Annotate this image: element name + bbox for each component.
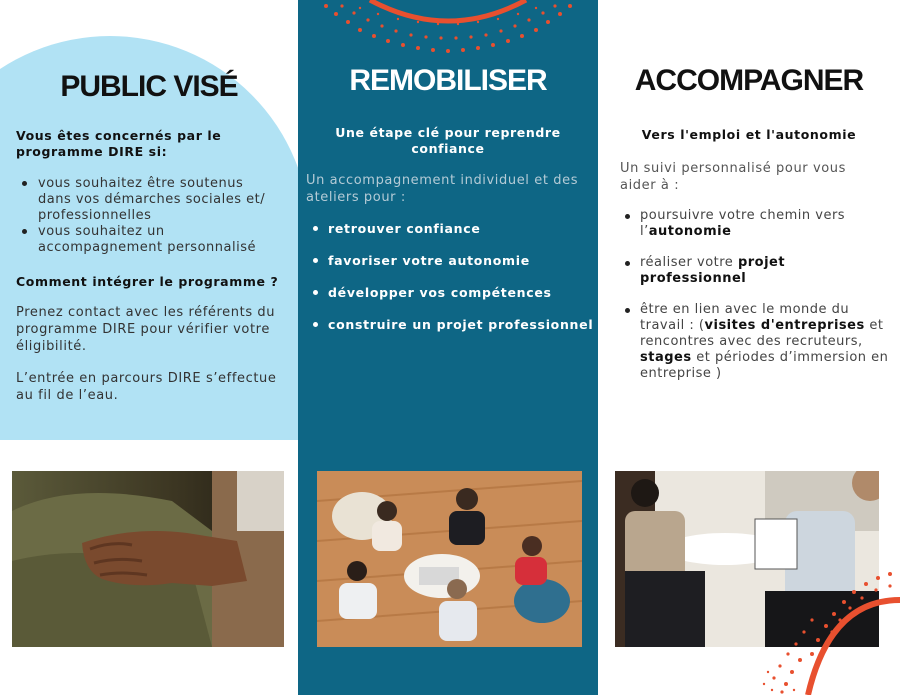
list-item: développer vos compétences bbox=[312, 284, 597, 301]
orange-dotted-circle-decoration bbox=[760, 560, 900, 695]
public-vise-heading: PUBLIC VISÉ bbox=[60, 70, 238, 103]
accompagner-subtitle: Vers l'emploi et l'autonomie bbox=[641, 127, 857, 142]
eligibility-list bbox=[20, 176, 270, 256]
photo-hand-on-shoulder bbox=[12, 471, 284, 647]
orange-dotted-arc-decoration bbox=[298, 0, 598, 70]
list-item: vous souhaitez être soutenus dans vos démarches sociales et/ professionnelles bbox=[20, 176, 270, 224]
entry-paragraph: L’entrée en parcours DIRE s’effectue au fil de l’eau. bbox=[16, 371, 277, 403]
list-item: favoriser votre autonomie bbox=[312, 252, 597, 269]
photo-group-meeting bbox=[317, 471, 582, 647]
list-item: vous souhaitez un accompagnement personnalisé bbox=[20, 224, 270, 256]
column-public-vise bbox=[0, 0, 298, 695]
how-to-join-question: Comment intégrer le programme ? bbox=[16, 274, 279, 289]
column-remobiliser bbox=[298, 0, 598, 695]
accompagner-heading: ACCOMPAGNER bbox=[634, 64, 864, 97]
eligibility-intro: Vous êtes concernés par le programme DIRE si: bbox=[16, 128, 222, 159]
contact-paragraph: Prenez contact avec les référents du programme DIRE pour vérifier votre éligibilité. bbox=[16, 305, 276, 354]
list-item: construire un projet professionnel bbox=[312, 316, 597, 333]
accompagner-intro: Un suivi personnalisé pour vous aider à : bbox=[620, 161, 847, 193]
list-item: poursuivre votre chemin vers l’autonomie bbox=[624, 208, 889, 240]
list-item: être en lien avec le monde du travail : (visites d'entreprises et rencontres avec des recruteurs, stages et périodes d’immersion en entreprise ) bbox=[624, 302, 889, 382]
list-item: réaliser votre projet professionnel bbox=[624, 255, 889, 287]
remobiliser-list bbox=[312, 220, 597, 348]
remobiliser-subtitle: Une étape clé pour reprendre confiance bbox=[335, 125, 561, 156]
accompagner-list bbox=[624, 208, 889, 397]
remobiliser-intro: Un accompagnement individuel et des ateliers pour : bbox=[306, 173, 579, 205]
list-item: retrouver confiance bbox=[312, 220, 597, 237]
remobiliser-heading: REMOBILISER bbox=[349, 64, 547, 97]
